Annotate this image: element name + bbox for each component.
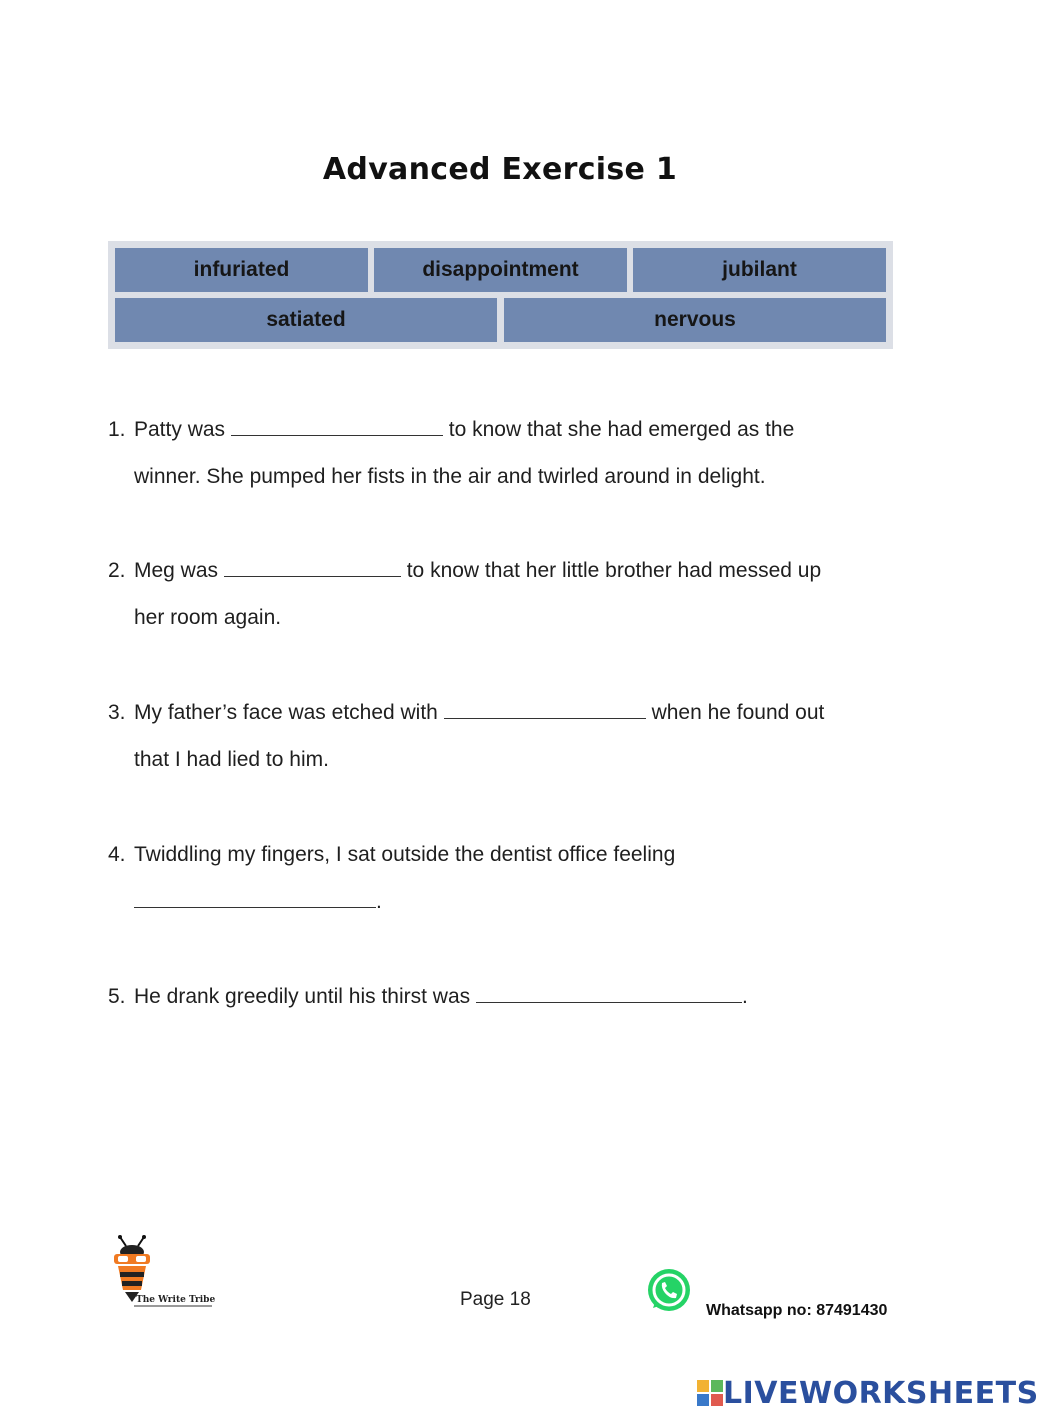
question-4 <box>108 840 898 934</box>
liveworksheets-icon <box>697 1380 723 1406</box>
page-number: Page 18 <box>460 1289 531 1310</box>
answer-blank[interactable] <box>224 556 401 577</box>
question-text-after: to know that her little brother had messed up <box>406 559 822 582</box>
question-5 <box>108 982 898 1029</box>
whatsapp-number: Whatsapp no: 87491430 <box>706 1302 888 1319</box>
answer-blank[interactable] <box>231 415 443 436</box>
question-2 <box>108 556 898 650</box>
question-number: 1. <box>108 418 126 441</box>
liveworksheets-logo[interactable] <box>697 1376 1039 1410</box>
whatsapp-icon <box>645 1266 693 1314</box>
question-continuation: her room again. <box>134 606 282 629</box>
question-continuation: that I had lied to him. <box>134 748 329 771</box>
question-text-before: My father’s face was etched with <box>134 701 438 724</box>
question-text-before: He drank greedily until his thirst was <box>134 985 471 1008</box>
word-bank <box>108 241 893 349</box>
write-tribe-logo <box>108 1232 218 1310</box>
word-bank-cell: nervous <box>504 298 886 342</box>
brand-text: LIVEWORKSHEETS <box>723 1375 1039 1411</box>
word-bank-cell: disappointment <box>374 248 627 292</box>
bee-logo-icon <box>108 1232 218 1310</box>
question-number: 2. <box>108 559 126 582</box>
question-continuation: winner. She pumped her fists in the air and twirled around in delight. <box>134 465 766 488</box>
word-bank-cell: jubilant <box>633 248 886 292</box>
question-text-before: Meg was <box>134 559 219 582</box>
question-number: 5. <box>108 985 126 1008</box>
question-number: 3. <box>108 701 126 724</box>
question-text-after: to know that she had emerged as the <box>448 418 795 441</box>
question-number: 4. <box>108 843 126 866</box>
question-text-after: . <box>376 890 382 913</box>
answer-blank[interactable] <box>476 982 742 1003</box>
question-text-before: Patty was <box>134 418 226 441</box>
answer-blank[interactable] <box>444 698 646 719</box>
question-1 <box>108 415 898 509</box>
question-text-after: . <box>742 985 748 1008</box>
page-title: Advanced Exercise 1 <box>322 152 678 187</box>
question-3 <box>108 698 898 792</box>
word-bank-cell: infuriated <box>115 248 368 292</box>
answer-blank[interactable] <box>134 887 376 908</box>
logo-text: The Write Tribe <box>136 1295 216 1305</box>
question-text-after: when he found out <box>651 701 825 724</box>
word-bank-cell: satiated <box>115 298 497 342</box>
question-text-before: Twiddling my fingers, I sat outside the dentist office feeling <box>134 843 676 866</box>
